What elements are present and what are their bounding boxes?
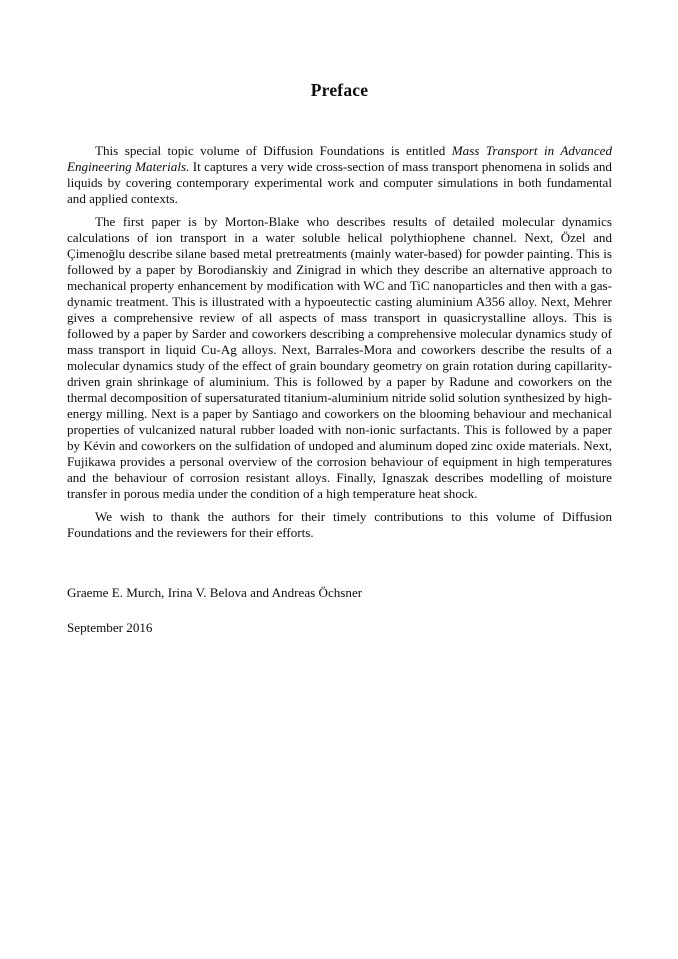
paragraph-survey: The first paper is by Morton-Blake who describes results of detailed molecular dynamics calculations of ion transport in a water soluble helical polythiophene channel. Next, Özel and Çimenoğlu describe silane based metal pretreatments (mainly water-based) for powder painting. This is followed by a paper by Borodianskiy and Zinigrad in which they describe an alternative approach to mechanical property enhancement by modification with WC and TiC nanoparticles and then with a gas-dynamic treatment. This is illustrated with a hypoeutectic casting aluminium A356 alloy. Next, Mehrer gives a comprehensive review of all aspects of mass transport in quasicrystalline alloys. This is followed by a paper by Sarder and coworkers describing a comprehensive molecular dynamics study of mass transport in liquid Cu-Ag alloys. Next, Barrales-Mora and coworkers describe the results of a molecular dynamics study of the effect of grain boundary geometry on grain rotation during capillarity-driven grain shrinkage of aluminium. This is followed by a paper by Radune and coworkers on the thermal decomposition of supersaturated titanium-aluminium nitride solid solution synthesized by high-energy milling. Next is a paper by Santiago and coworkers on the blooming behaviour and mechanical properties of vulcanized natural rubber loaded with non-ionic surfactants. This is followed by a paper by Kévin and coworkers on the sulfidation of undoped and aluminum doped zinc oxide materials. Next, Fujikawa provides a personal overview of the corrosion behaviour of equipment in high temperatures and the behaviour of corrosion resistant alloys. Finally, Ignaszak describes modelling of moisture transfer in porous media under the condition of a high temperature heat shock. <box>67 213 612 502</box>
intro-text-after-title: It captures a very wide cross-section of mass transport phenomena in solids and liquids by covering contemporary experimental work and computer simulations in both fundamental and applied contexts. <box>67 159 612 207</box>
signature-date: September 2016 <box>67 620 153 636</box>
volume-title-italic: Mass Transport in Advanced Engineering Materials. <box>67 143 612 175</box>
intro-text-before-title: This special topic volume of Diffusion Foundations is entitled <box>95 143 452 158</box>
page-title: Preface <box>310 80 369 100</box>
text-column <box>67 0 612 636</box>
editors-signature: Graeme E. Murch, Irina V. Belova and Andreas Öchsner <box>67 585 363 601</box>
paragraph-acknowledgement: We wish to thank the authors for their timely contributions to this volume of Diffusion Foundations and the reviewers for their efforts. <box>67 509 612 541</box>
paragraph-intro <box>67 143 612 207</box>
